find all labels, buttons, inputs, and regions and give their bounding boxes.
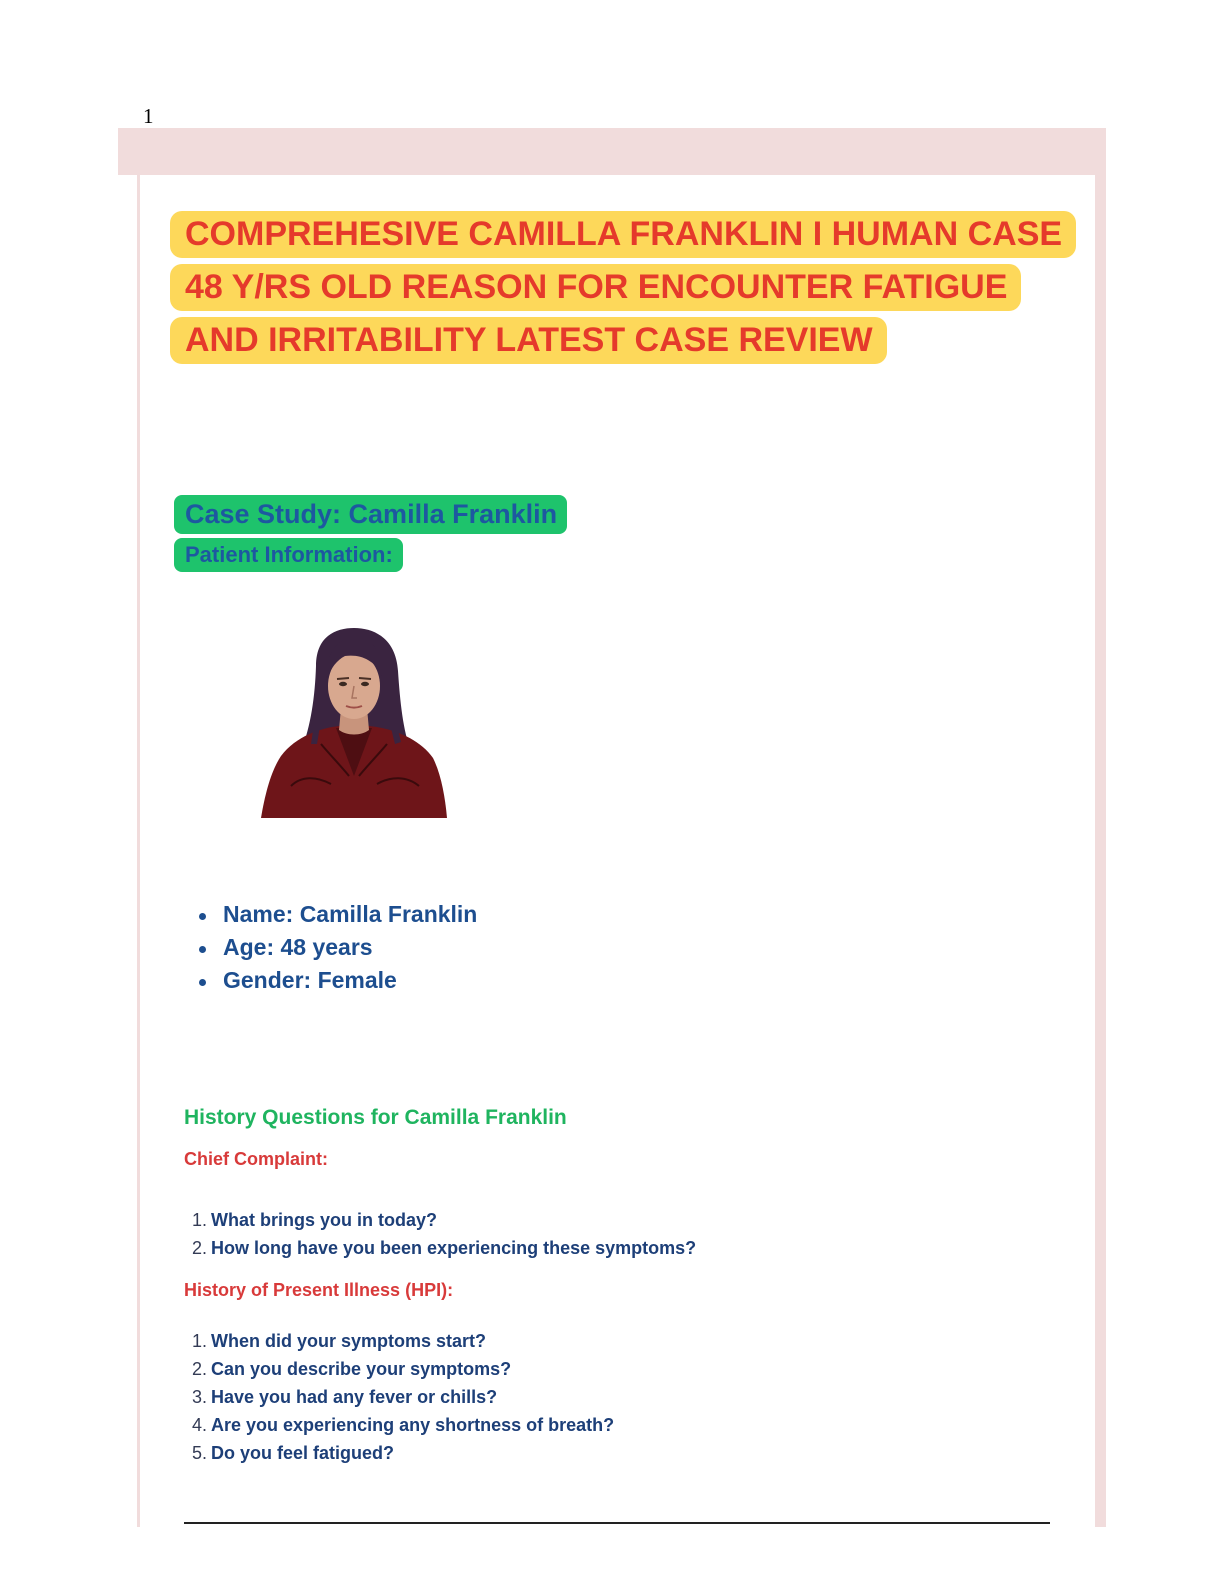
patient-name: Name: Camilla Franklin (223, 901, 478, 927)
patient-gender-item (198, 964, 477, 997)
question-number: 5. (192, 1443, 208, 1463)
patient-avatar (261, 626, 447, 818)
hpi-heading: History of Present Illness (HPI): (184, 1280, 454, 1300)
right-page-border (1095, 175, 1106, 1527)
hpi-questions (192, 1327, 614, 1467)
question-text: When did your symptoms start? (211, 1331, 487, 1351)
list-item (192, 1355, 614, 1383)
patient-age-item (198, 931, 477, 964)
chief-complaint-heading: Chief Complaint: (184, 1149, 328, 1169)
question-number: 3. (192, 1387, 208, 1407)
question-text: Are you experiencing any shortness of breath? (211, 1415, 615, 1435)
case-study-title: Case Study: Camilla Franklin (174, 495, 567, 534)
list-item (192, 1411, 614, 1439)
bullet-icon (199, 946, 206, 953)
section-divider (184, 1522, 1050, 1524)
list-item (192, 1206, 696, 1234)
case-study-box (174, 496, 674, 576)
question-number: 4. (192, 1415, 208, 1435)
question-number: 2. (192, 1359, 208, 1379)
bullet-icon (199, 979, 206, 986)
bullet-icon (199, 913, 206, 920)
page-header-band (118, 128, 1106, 175)
list-item (192, 1327, 614, 1355)
patient-details-list (198, 898, 477, 997)
question-text: What brings you in today? (211, 1210, 438, 1230)
page-number: 1 (143, 104, 154, 128)
question-number: 1. (192, 1210, 208, 1230)
left-page-border (137, 175, 140, 1527)
document-title-text: COMPREHESIVE CAMILLA FRANKLIN I HUMAN CASE 48 Y/RS OLD REASON FOR ENCOUNTER FATIGUE AND IRRITABILITY LATEST CASE REVIEW (170, 211, 1076, 364)
list-item (192, 1383, 614, 1411)
question-text: Can you describe your symptoms? (211, 1359, 512, 1379)
document-title (170, 208, 1075, 367)
history-heading: History Questions for Camilla Franklin (184, 1106, 567, 1129)
list-item (192, 1234, 696, 1262)
patient-name-item (198, 898, 477, 931)
question-text: Have you had any fever or chills? (211, 1387, 498, 1407)
question-text: Do you feel fatigued? (211, 1443, 395, 1463)
question-number: 2. (192, 1238, 208, 1258)
list-item (192, 1439, 614, 1467)
patient-age: Age: 48 years (223, 934, 373, 960)
question-text: How long have you been experiencing these symptoms? (211, 1238, 697, 1258)
chief-complaint-questions (192, 1206, 696, 1262)
question-number: 1. (192, 1331, 208, 1351)
patient-gender: Gender: Female (223, 967, 397, 993)
patient-information-label: Patient Information: (174, 538, 403, 572)
